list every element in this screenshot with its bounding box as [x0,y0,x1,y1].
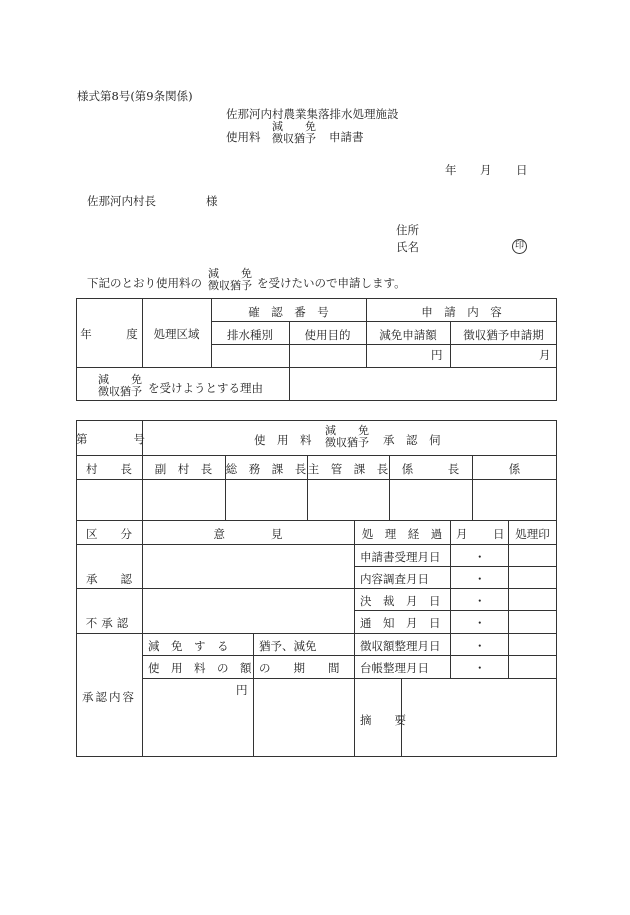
day-header: 日 [493,527,505,541]
seal-mark: 印 [512,239,527,254]
process-header: 処 理 経 過 [361,527,443,541]
role-section-chief: 係 長 [401,462,460,476]
defer-period-header: 徴収猶予申請期 [463,328,544,342]
role-staff: 係 [508,462,521,476]
yen-unit: 円 [431,348,443,362]
step-receipt-date: 申請書受理月日 [360,550,441,564]
not-approve-label: 不承認 [85,616,133,630]
step-decision-date: 決 裁 月 日 [360,594,441,608]
step-collection-date: 徴収額整理月日 [360,639,441,653]
intro-top: 減 免 [208,267,252,280]
role-village-head: 村 長 [86,462,132,476]
date-dot: ・ [474,550,486,564]
number-label: 第 号 [76,432,145,446]
approve-label: 承 認 [86,572,132,586]
title2-top: 減 免 [325,424,369,437]
title2-bottom: 徴収猶予 [325,436,369,449]
title-stack [272,121,316,145]
seal-column-header: 処理印 [515,527,550,541]
step-notice-date: 通 知 月 日 [360,616,441,630]
date-month: 月 [480,163,492,177]
reason-top: 減 免 [98,373,142,386]
request-header: 申 請 内 容 [421,305,502,319]
date-dot: ・ [474,572,486,586]
title2-suffix: 承 認 伺 [383,433,441,447]
title-bottom: 徴収猶予 [272,132,316,145]
intro-bottom: 徴収猶予 [208,279,252,292]
defer-line2: の 期 間 [259,661,340,675]
title2-stack [325,425,369,449]
opinion-header: 意 見 [213,527,283,541]
facility-name: 佐那河内村農業集落排水処理施設 [226,107,399,121]
kubun-header: 区 分 [86,527,132,541]
title-top: 減 免 [272,120,316,133]
step-ledger-date: 台帳整理月日 [360,661,429,675]
reason-suffix: を受けようとする理由 [148,381,263,395]
month-header: 月 [456,527,468,541]
approval-content-label: 承認内容 [82,690,136,704]
year-header: 年 度 [80,327,138,341]
drain-type-header: 排水種別 [227,328,273,342]
role-managing-chief: 主 管 課 長 [307,462,389,476]
addressee: 佐那河内村長 [87,194,156,208]
form-number: 様式第8号(第9条関係) [77,89,193,103]
reason-bottom: 徴収猶予 [98,385,142,398]
date-dot: ・ [474,594,486,608]
month-unit: 月 [539,348,551,362]
date-day: 日 [516,163,528,177]
role-general-affairs-chief: 総 務 課 長 [225,462,307,476]
confirm-no-header: 確 認 番 号 [248,305,329,319]
defer-line1: 猶予、減免 [259,639,317,653]
intro-stack [208,268,252,292]
step-review-date: 内容調査月日 [360,572,429,586]
role-deputy-head: 副 村 長 [154,462,213,476]
area-header: 処理区域 [153,327,200,341]
exempt-amount-header: 減免申請額 [379,328,437,342]
reason-stack [98,374,142,398]
date-dot: ・ [474,661,486,675]
yen-unit-2: 円 [236,683,248,697]
purpose-header: 使用目的 [304,328,351,342]
title2-prefix: 使 用 料 [254,433,312,447]
addressee-suffix: 様 [206,194,218,208]
intro-suffix: を受けたいので申請します。 [257,276,406,290]
intro-prefix: 下記のとおり使用料の [87,276,202,290]
title-prefix: 使用料 [226,130,261,144]
exempt-amount-line2: 使 用 料 の 額 [148,661,252,675]
name-label: 氏名 [396,240,419,254]
title-suffix: 申請書 [329,130,364,144]
remarks-label: 摘 要 [360,713,406,727]
date-dot: ・ [474,616,486,630]
address-label: 住所 [396,223,419,237]
date-year: 年 [445,163,457,177]
exempt-amount-line1: 減 免 す る [148,639,229,653]
date-dot: ・ [474,639,486,653]
